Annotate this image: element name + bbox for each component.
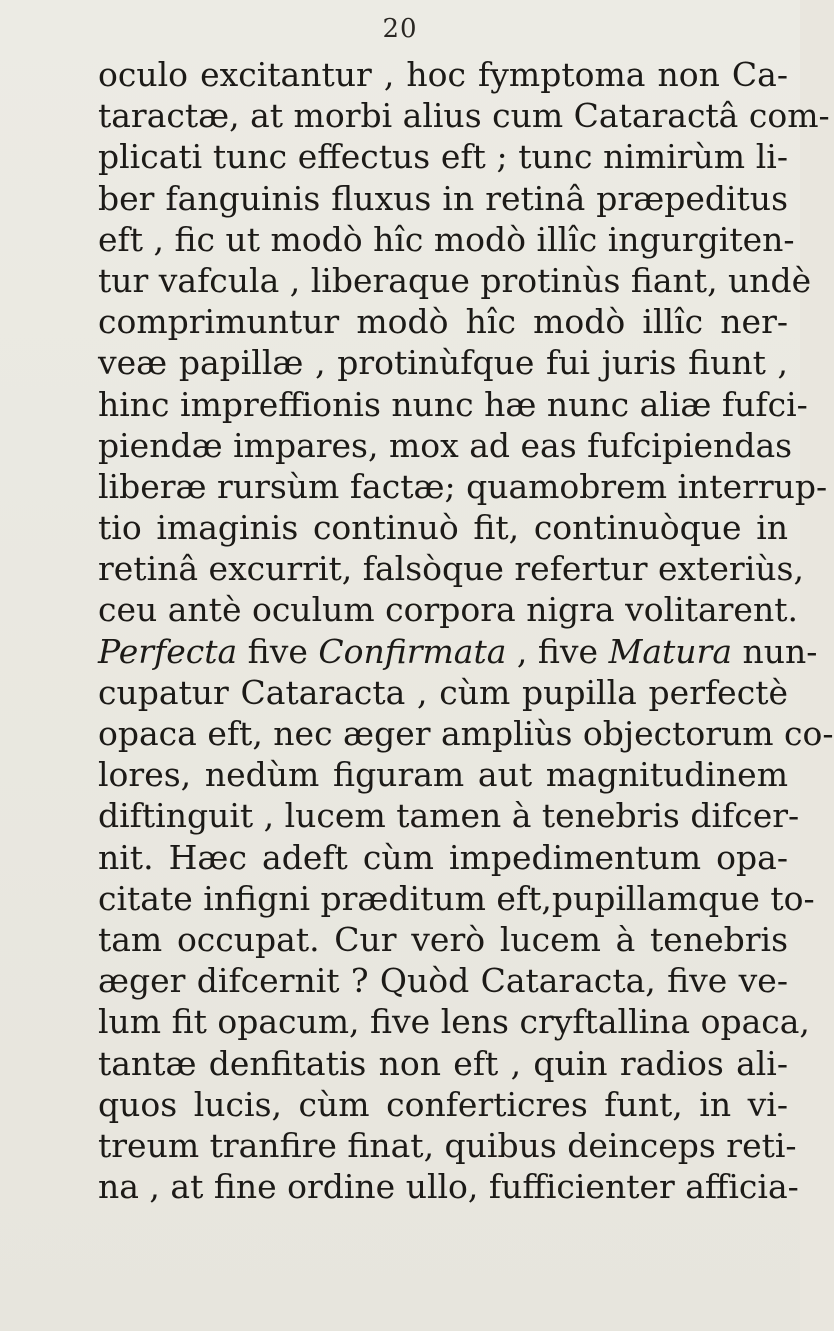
text-line: liberæ rursùm factæ; quamobrem interrup- — [98, 466, 828, 506]
text-line: tur vafcula , liberaque protinùs fiant, undè — [98, 260, 812, 300]
text-line: cupatur Cataracta , cùm pupilla perfectè — [98, 672, 788, 712]
text-line: na , at fine ordine ullo, fufficienter afficia- — [98, 1167, 799, 1207]
body-text — [98, 54, 834, 1207]
text-line: quos lucis, cùm conferticres funt, in vi- — [98, 1084, 788, 1124]
text-line: veæ papillæ , protinùfque fui juris fiunt , — [98, 343, 788, 383]
text-line: comprimuntur modò hîc modò illîc ner- — [98, 302, 788, 342]
text-line: ber fanguinis fluxus in retinâ præpeditus — [98, 178, 788, 218]
text-line: opaca eft, nec æger ampliùs objectorum co- — [98, 714, 834, 753]
text-line: ceu antè oculum corpora nigra volitarent. — [98, 590, 798, 630]
text-line: lum fit opacum, five lens cryftallina opaca, — [98, 1002, 810, 1042]
text-fragment: nun- — [732, 631, 818, 671]
text-line: oculo excitantur , hoc fymptoma non Ca- — [98, 55, 788, 94]
text-line: nit. Hæc adeft cùm impedimentum opa- — [98, 837, 788, 877]
text-line: tantæ denfitatis non eft , quin radios ali- — [98, 1043, 788, 1083]
text-line: eft , fic ut modò hîc modò illîc ingurgiten- — [98, 219, 795, 259]
italic-term-confirmata: Confirmata — [318, 631, 507, 671]
text-fragment: five — [237, 631, 319, 671]
text-line-with-italics — [98, 631, 818, 672]
text-line: plicati tunc effectus eft ; tunc nimirùm li- — [98, 137, 788, 177]
page-number: 20 — [382, 14, 418, 44]
text-line: tam occupat. Cur verò lucem à tenebris — [98, 919, 788, 959]
italic-term-matura: Matura — [608, 631, 733, 671]
text-line: diftinguit , lucem tamen à tenebris difcer- — [98, 796, 800, 836]
text-line: citate infigni præditum eft,pupillamque to- — [98, 878, 815, 918]
text-line: treum tranfire finat, quibus deinceps reti- — [98, 1125, 797, 1165]
text-line: retinâ excurrit, falsòque refertur exteriùs, — [98, 549, 804, 589]
text-line: taractæ, at morbi alius cum Cataractâ com- — [98, 96, 830, 136]
text-line: æger difcernit ? Quòd Cataracta, five ve- — [98, 961, 788, 1001]
italic-term-perfecta: Perfecta — [98, 631, 238, 671]
text-line: hinc impreffionis nunc hæ nunc aliæ fufci- — [98, 384, 808, 424]
text-line: piendæ impares, mox ad eas fufcipiendas — [98, 425, 793, 465]
text-line: lores, nedùm figuram aut magnitudinem — [98, 755, 788, 795]
text-line: tio imaginis continuò fit, continuòque in — [98, 508, 788, 548]
text-fragment: , five — [506, 631, 609, 671]
